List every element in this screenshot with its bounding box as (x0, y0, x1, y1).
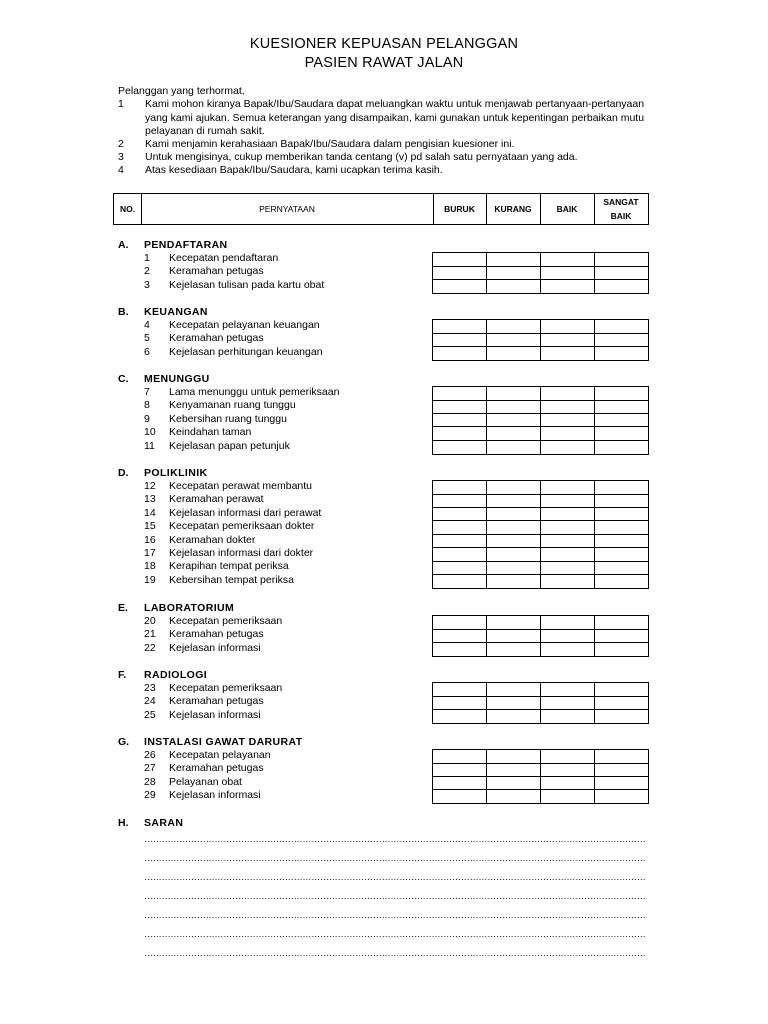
rating-cell-sangat-baik[interactable] (594, 521, 648, 534)
rating-cell-buruk[interactable] (433, 790, 486, 803)
item-statement: Kerapihan tempat periksa (169, 560, 289, 573)
section-letter: D. (118, 467, 129, 479)
item-statement: Kecepatan pemeriksaan dokter (169, 520, 315, 533)
rating-cell-baik[interactable] (540, 521, 594, 534)
header-statement: PERNYATAAN (259, 204, 315, 214)
rating-cell-baik[interactable] (540, 643, 594, 656)
rating-cell-kurang[interactable] (486, 280, 540, 293)
rating-cell-baik[interactable] (540, 441, 594, 454)
item-statement: Keramahan petugas (169, 695, 264, 708)
table-header (113, 193, 649, 225)
item-statement: Keramahan petugas (169, 628, 264, 641)
header-sangat-line1: SANGAT (603, 197, 639, 207)
item-statement: Keramahan petugas (169, 265, 264, 278)
rating-grid (432, 749, 649, 804)
rating-cell-kurang[interactable] (486, 508, 540, 521)
item-statement: Keramahan petugas (169, 762, 264, 775)
section-letter: G. (118, 736, 130, 748)
rating-cell-kurang[interactable] (486, 575, 540, 588)
rating-cell-baik[interactable] (540, 333, 594, 346)
intro-number: 4 (118, 164, 124, 176)
item-number: 25 (144, 708, 156, 721)
item-number: 10 (144, 426, 156, 439)
section-title: MENUNGGU (144, 373, 210, 385)
rating-cell-kurang[interactable] (486, 521, 540, 534)
section-title: LABORATORIUM (144, 602, 235, 614)
rating-cell-baik[interactable] (540, 535, 594, 548)
item-statement: Kejelasan papan petunjuk (169, 439, 290, 452)
item-number: 21 (144, 628, 156, 641)
rating-cell-baik[interactable] (540, 508, 594, 521)
item-number: 14 (144, 506, 156, 519)
rating-cell-kurang[interactable] (486, 696, 540, 709)
rating-cell-sangat-baik[interactable] (594, 387, 648, 400)
rating-cell-kurang[interactable] (486, 441, 540, 454)
header-sangat-baik (594, 194, 648, 224)
rating-cell-kurang[interactable] (486, 414, 540, 427)
rating-cell-baik[interactable] (540, 427, 594, 440)
rating-cell-buruk[interactable] (433, 253, 486, 266)
item-statement: Kecepatan pemeriksaan (169, 682, 283, 694)
rating-cell-baik[interactable] (540, 387, 594, 400)
item-statement: Kecepatan pendaftaran (169, 252, 279, 264)
section-letter: E. (118, 602, 128, 614)
saran-line[interactable]: ……………………………………………………………………………………………………………………………………………………… (144, 872, 646, 882)
item-statement: Keramahan petugas (169, 332, 264, 345)
rating-cell-baik[interactable] (540, 280, 594, 293)
rating-cell-kurang[interactable] (486, 777, 540, 790)
header-sangat-line2: BAIK (610, 211, 632, 221)
item-statement: Keramahan perawat (169, 493, 264, 506)
rating-cell-baik[interactable] (540, 710, 594, 723)
saran-line[interactable]: ……………………………………………………………………………………………………………………………………………………… (144, 929, 646, 939)
rating-cell-buruk[interactable] (433, 441, 486, 454)
rating-cell-buruk[interactable] (433, 387, 486, 400)
item-statement: Kecepatan perawat membantu (169, 480, 313, 492)
rating-cell-sangat-baik[interactable] (594, 777, 648, 790)
rating-cell-buruk[interactable] (433, 763, 486, 776)
rating-cell-buruk[interactable] (433, 629, 486, 642)
rating-cell-buruk[interactable] (433, 710, 486, 723)
rating-cell-sangat-baik[interactable] (594, 696, 648, 709)
rating-grid (432, 615, 649, 657)
rating-cell-sangat-baik[interactable] (594, 400, 648, 413)
item-number: 5 (144, 332, 150, 345)
rating-cell-sangat-baik[interactable] (594, 561, 648, 574)
item-statement: Kejelasan informasi (169, 708, 261, 721)
rating-cell-baik[interactable] (540, 777, 594, 790)
item-number: 19 (144, 573, 156, 586)
item-statement: Kecepatan pelayanan (169, 749, 271, 761)
rating-cell-kurang[interactable] (486, 750, 540, 763)
item-number: 17 (144, 547, 156, 559)
item-statement: Kejelasan informasi dari perawat (169, 506, 322, 519)
section-letter: F. (118, 669, 127, 681)
item-number: 13 (144, 493, 156, 506)
intro-text: Kami mohon kiranya Bapak/Ibu/Saudara dapat meluangkan waktu untuk menjawab pertanyaan-pertanyaan yang kami ajukan. Semua keterangan yang disampaikan, kami gunakan untuk kepentingan perbaikan mutu pelayanan di rumah sakit. (145, 98, 645, 137)
rating-cell-sangat-baik[interactable] (594, 643, 648, 656)
item-statement: Kejelasan perhitungan keuangan (169, 345, 323, 358)
rating-cell-baik[interactable] (540, 763, 594, 776)
intro-number: 2 (118, 138, 124, 150)
intro-text: Kami menjamin kerahasiaan Bapak/Ibu/Saudara dalam pengisian kuesioner ini. (145, 138, 515, 150)
rating-cell-buruk[interactable] (433, 333, 486, 346)
rating-cell-baik[interactable] (540, 414, 594, 427)
item-statement: Keindahan taman (169, 426, 252, 439)
item-number: 29 (144, 789, 156, 802)
saran-line[interactable]: ……………………………………………………………………………………………………………………………………………………… (144, 853, 646, 863)
header-buruk: BURUK (444, 204, 475, 214)
rating-cell-buruk[interactable] (433, 535, 486, 548)
rating-cell-baik[interactable] (540, 561, 594, 574)
rating-cell-baik[interactable] (540, 320, 594, 333)
rating-cell-buruk[interactable] (433, 521, 486, 534)
rating-cell-buruk[interactable] (433, 683, 486, 696)
rating-cell-kurang[interactable] (486, 266, 540, 279)
rating-cell-kurang[interactable] (486, 683, 540, 696)
rating-cell-baik[interactable] (540, 253, 594, 266)
item-number: 15 (144, 520, 156, 533)
rating-cell-sangat-baik[interactable] (594, 347, 648, 360)
item-number: 2 (144, 265, 150, 278)
item-statement: Keramahan dokter (169, 533, 256, 546)
rating-cell-baik[interactable] (540, 266, 594, 279)
rating-cell-sangat-baik[interactable] (594, 750, 648, 763)
item-number: 3 (144, 278, 150, 291)
rating-cell-buruk[interactable] (433, 750, 486, 763)
item-statement: Kejelasan informasi (169, 789, 261, 802)
rating-cell-sangat-baik[interactable] (594, 481, 648, 494)
rating-cell-kurang[interactable] (486, 535, 540, 548)
section-title: PENDAFTARAN (144, 239, 228, 251)
page-title: KUESIONER KEPUASAN PELANGGAN (249, 36, 519, 52)
item-number: 4 (144, 319, 150, 331)
rating-cell-kurang[interactable] (486, 333, 540, 346)
rating-cell-buruk[interactable] (433, 696, 486, 709)
rating-cell-buruk[interactable] (433, 414, 486, 427)
intro-number: 1 (118, 98, 124, 110)
rating-cell-buruk[interactable] (433, 347, 486, 360)
rating-cell-buruk[interactable] (433, 280, 486, 293)
rating-cell-sangat-baik[interactable] (594, 683, 648, 696)
rating-cell-sangat-baik[interactable] (594, 333, 648, 346)
rating-cell-sangat-baik[interactable] (594, 266, 648, 279)
rating-cell-buruk[interactable] (433, 777, 486, 790)
rating-cell-sangat-baik[interactable] (594, 253, 648, 266)
rating-cell-sangat-baik[interactable] (594, 548, 648, 561)
rating-cell-sangat-baik[interactable] (594, 575, 648, 588)
rating-cell-kurang[interactable] (486, 763, 540, 776)
rating-cell-sangat-baik[interactable] (594, 427, 648, 440)
rating-cell-baik[interactable] (540, 616, 594, 629)
saran-line[interactable]: ……………………………………………………………………………………………………………………………………………………… (144, 910, 646, 920)
item-number: 9 (144, 412, 150, 425)
item-number: 7 (144, 386, 150, 398)
rating-cell-kurang[interactable] (486, 253, 540, 266)
item-statement: Pelayanan obat (169, 775, 242, 788)
section-title: POLIKLINIK (144, 467, 208, 479)
rating-grid (432, 480, 649, 589)
rating-grid (432, 252, 649, 294)
section-letter: B. (118, 306, 129, 318)
rating-cell-sangat-baik[interactable] (594, 616, 648, 629)
item-number: 20 (144, 615, 156, 627)
item-statement: Kejelasan informasi dari dokter (169, 547, 314, 559)
item-statement: Kebersihan ruang tunggu (169, 412, 287, 425)
item-statement: Lama menunggu untuk pemeriksaan (169, 386, 340, 398)
item-number: 16 (144, 533, 156, 546)
rating-cell-buruk[interactable] (433, 494, 486, 507)
rating-cell-buruk[interactable] (433, 320, 486, 333)
rating-cell-sangat-baik[interactable] (594, 535, 648, 548)
rating-cell-buruk[interactable] (433, 427, 486, 440)
item-statement: Kebersihan tempat periksa (169, 573, 294, 586)
rating-cell-buruk[interactable] (433, 481, 486, 494)
saran-line[interactable]: ……………………………………………………………………………………………………………………………………………………… (144, 834, 646, 844)
header-kurang: KURANG (494, 204, 532, 214)
rating-cell-baik[interactable] (540, 481, 594, 494)
saran-line[interactable]: ……………………………………………………………………………………………………………………………………………………… (144, 891, 646, 901)
header-baik: BAIK (556, 204, 578, 214)
page-subtitle: PASIEN RAWAT JALAN (304, 55, 464, 71)
rating-cell-baik[interactable] (540, 400, 594, 413)
item-number: 26 (144, 749, 156, 761)
section-title: RADIOLOGI (144, 669, 208, 681)
rating-cell-sangat-baik[interactable] (594, 441, 648, 454)
item-number: 23 (144, 682, 156, 694)
greeting: Pelanggan yang terhormat, (118, 85, 245, 97)
rating-cell-baik[interactable] (540, 683, 594, 696)
rating-cell-baik[interactable] (540, 575, 594, 588)
rating-cell-baik[interactable] (540, 629, 594, 642)
item-statement: Kejelasan tulisan pada kartu obat (169, 278, 325, 291)
rating-cell-sangat-baik[interactable] (594, 494, 648, 507)
rating-grid (432, 682, 649, 724)
rating-grid (432, 319, 649, 361)
rating-cell-kurang[interactable] (486, 616, 540, 629)
item-statement: Kenyamanan ruang tunggu (169, 399, 296, 412)
section-letter: C. (118, 373, 129, 385)
rating-cell-sangat-baik[interactable] (594, 320, 648, 333)
rating-cell-kurang[interactable] (486, 400, 540, 413)
item-number: 22 (144, 641, 156, 654)
item-number: 18 (144, 560, 156, 573)
rating-cell-kurang[interactable] (486, 494, 540, 507)
item-number: 12 (144, 480, 156, 492)
rating-cell-buruk[interactable] (433, 575, 486, 588)
rating-cell-sangat-baik[interactable] (594, 763, 648, 776)
rating-cell-sangat-baik[interactable] (594, 280, 648, 293)
section-letter: H. (118, 817, 129, 829)
rating-cell-baik[interactable] (540, 750, 594, 763)
item-number: 1 (144, 252, 150, 264)
rating-cell-buruk[interactable] (433, 616, 486, 629)
rating-cell-kurang[interactable] (486, 548, 540, 561)
section-title: KEUANGAN (144, 306, 208, 318)
rating-cell-kurang[interactable] (486, 710, 540, 723)
intro-text: Atas kesediaan Bapak/Ibu/Saudara, kami ucapkan terima kasih. (145, 164, 443, 176)
rating-cell-baik[interactable] (540, 494, 594, 507)
rating-cell-buruk[interactable] (433, 508, 486, 521)
section-title: INSTALASI GAWAT DARURAT (144, 736, 303, 748)
item-number: 27 (144, 762, 156, 775)
item-number: 11 (144, 439, 155, 452)
section-title: SARAN (144, 817, 184, 829)
rating-cell-sangat-baik[interactable] (594, 414, 648, 427)
rating-cell-kurang[interactable] (486, 481, 540, 494)
item-statement: Kecepatan pelayanan keuangan (169, 319, 320, 331)
rating-cell-buruk[interactable] (433, 266, 486, 279)
rating-cell-baik[interactable] (540, 548, 594, 561)
rating-cell-kurang[interactable] (486, 387, 540, 400)
rating-cell-buruk[interactable] (433, 561, 486, 574)
section-letter: A. (118, 239, 129, 251)
intro-number: 3 (118, 151, 124, 163)
rating-cell-kurang[interactable] (486, 629, 540, 642)
rating-cell-buruk[interactable] (433, 400, 486, 413)
rating-cell-baik[interactable] (540, 696, 594, 709)
rating-cell-kurang[interactable] (486, 643, 540, 656)
rating-cell-sangat-baik[interactable] (594, 710, 648, 723)
rating-cell-baik[interactable] (540, 347, 594, 360)
saran-line[interactable]: ……………………………………………………………………………………………………………………………………………………… (144, 948, 646, 958)
rating-cell-sangat-baik[interactable] (594, 508, 648, 521)
rating-cell-sangat-baik[interactable] (594, 790, 648, 803)
item-number: 6 (144, 345, 150, 358)
item-number: 28 (144, 775, 156, 788)
rating-cell-kurang[interactable] (486, 427, 540, 440)
rating-cell-buruk[interactable] (433, 643, 486, 656)
rating-grid (432, 386, 649, 455)
rating-cell-baik[interactable] (540, 790, 594, 803)
intro-text: Untuk mengisinya, cukup memberikan tanda centang (v) pd salah satu pernyataan yang ada. (145, 151, 578, 163)
item-number: 24 (144, 695, 156, 708)
rating-cell-buruk[interactable] (433, 548, 486, 561)
rating-cell-kurang[interactable] (486, 790, 540, 803)
rating-cell-kurang[interactable] (486, 320, 540, 333)
rating-cell-kurang[interactable] (486, 347, 540, 360)
item-number: 8 (144, 399, 150, 412)
item-statement: Kecepatan pemeriksaan (169, 615, 283, 627)
rating-cell-kurang[interactable] (486, 561, 540, 574)
item-statement: Kejelasan informasi (169, 641, 261, 654)
header-no: NO. (119, 204, 136, 214)
rating-cell-sangat-baik[interactable] (594, 629, 648, 642)
